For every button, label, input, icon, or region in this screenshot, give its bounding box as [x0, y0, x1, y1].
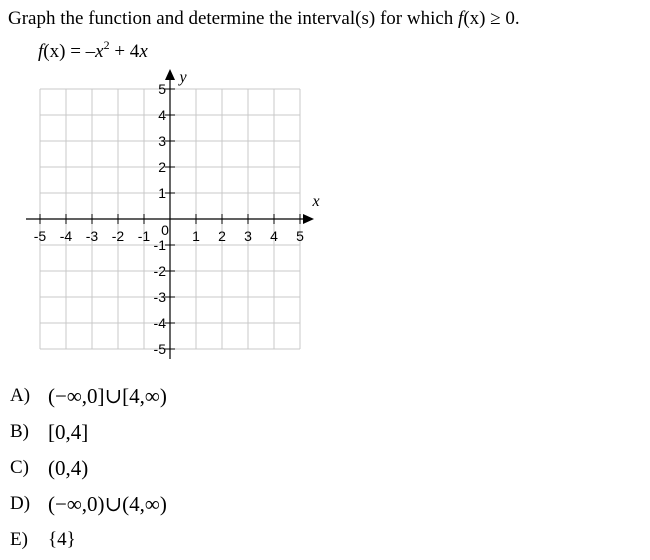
y-axis-label: y: [179, 69, 187, 86]
choice-letter: B): [10, 421, 29, 442]
x-tick-label: 5: [296, 228, 304, 244]
y-tick-label: 2: [158, 159, 166, 175]
coordinate-grid: [0, 60, 340, 365]
choice-answer: {4}: [48, 529, 76, 550]
function-exponent: 2: [103, 38, 110, 52]
question-function-name: f: [458, 8, 464, 29]
y-tick-label: -1: [153, 237, 166, 253]
x-tick-label: -1: [137, 228, 151, 244]
y-tick-label: -3: [153, 289, 166, 305]
function-rest: + 4: [109, 41, 140, 62]
function-rest-x: x: [139, 41, 148, 62]
function-equals: = –: [65, 41, 96, 62]
y-tick-label: 4: [158, 107, 166, 123]
choice-letter: C): [10, 457, 29, 478]
function-definition: [38, 34, 148, 63]
choice-letter: D): [10, 493, 31, 514]
x-tick-label: 4: [270, 228, 278, 244]
y-tick-label: -4: [153, 315, 166, 331]
choice-answer: [0,4]: [48, 420, 89, 444]
x-axis-arrow-icon: [303, 214, 314, 224]
question-function-arg: (x): [463, 8, 486, 29]
y-axis-arrow-icon: [165, 69, 175, 80]
x-tick-label: -5: [33, 228, 47, 244]
y-tick-label: -5: [153, 341, 166, 357]
choice-letter: E): [10, 529, 28, 550]
choice-answer: (−∞,0]∪[4,∞): [48, 384, 167, 408]
x-axis-label: x: [312, 193, 320, 210]
y-tick-label: -2: [153, 263, 166, 279]
x-tick-label: -4: [59, 228, 73, 244]
function-name: f: [38, 41, 44, 62]
x-tick-label: 1: [192, 228, 200, 244]
x-tick-label: 3: [244, 228, 252, 244]
x-tick-label: 2: [218, 228, 226, 244]
y-tick-label: 5: [158, 81, 166, 97]
x-tick-label: -3: [85, 228, 99, 244]
choice-letter: A): [10, 385, 31, 406]
choice-answer: (0,4): [48, 456, 89, 480]
choice-answer: (−∞,0)∪(4,∞): [48, 492, 167, 516]
question-text: [8, 8, 520, 30]
x-tick-label: -2: [111, 228, 125, 244]
y-tick-label: 3: [158, 133, 166, 149]
question-prefix: Graph the function and determine the interval(s) for which: [8, 8, 454, 29]
function-x: x: [95, 41, 104, 62]
origin-label: 0: [161, 222, 169, 238]
y-tick-label: 1: [158, 185, 166, 201]
function-arg: (x): [43, 41, 66, 62]
question-condition: ≥ 0.: [490, 8, 520, 29]
